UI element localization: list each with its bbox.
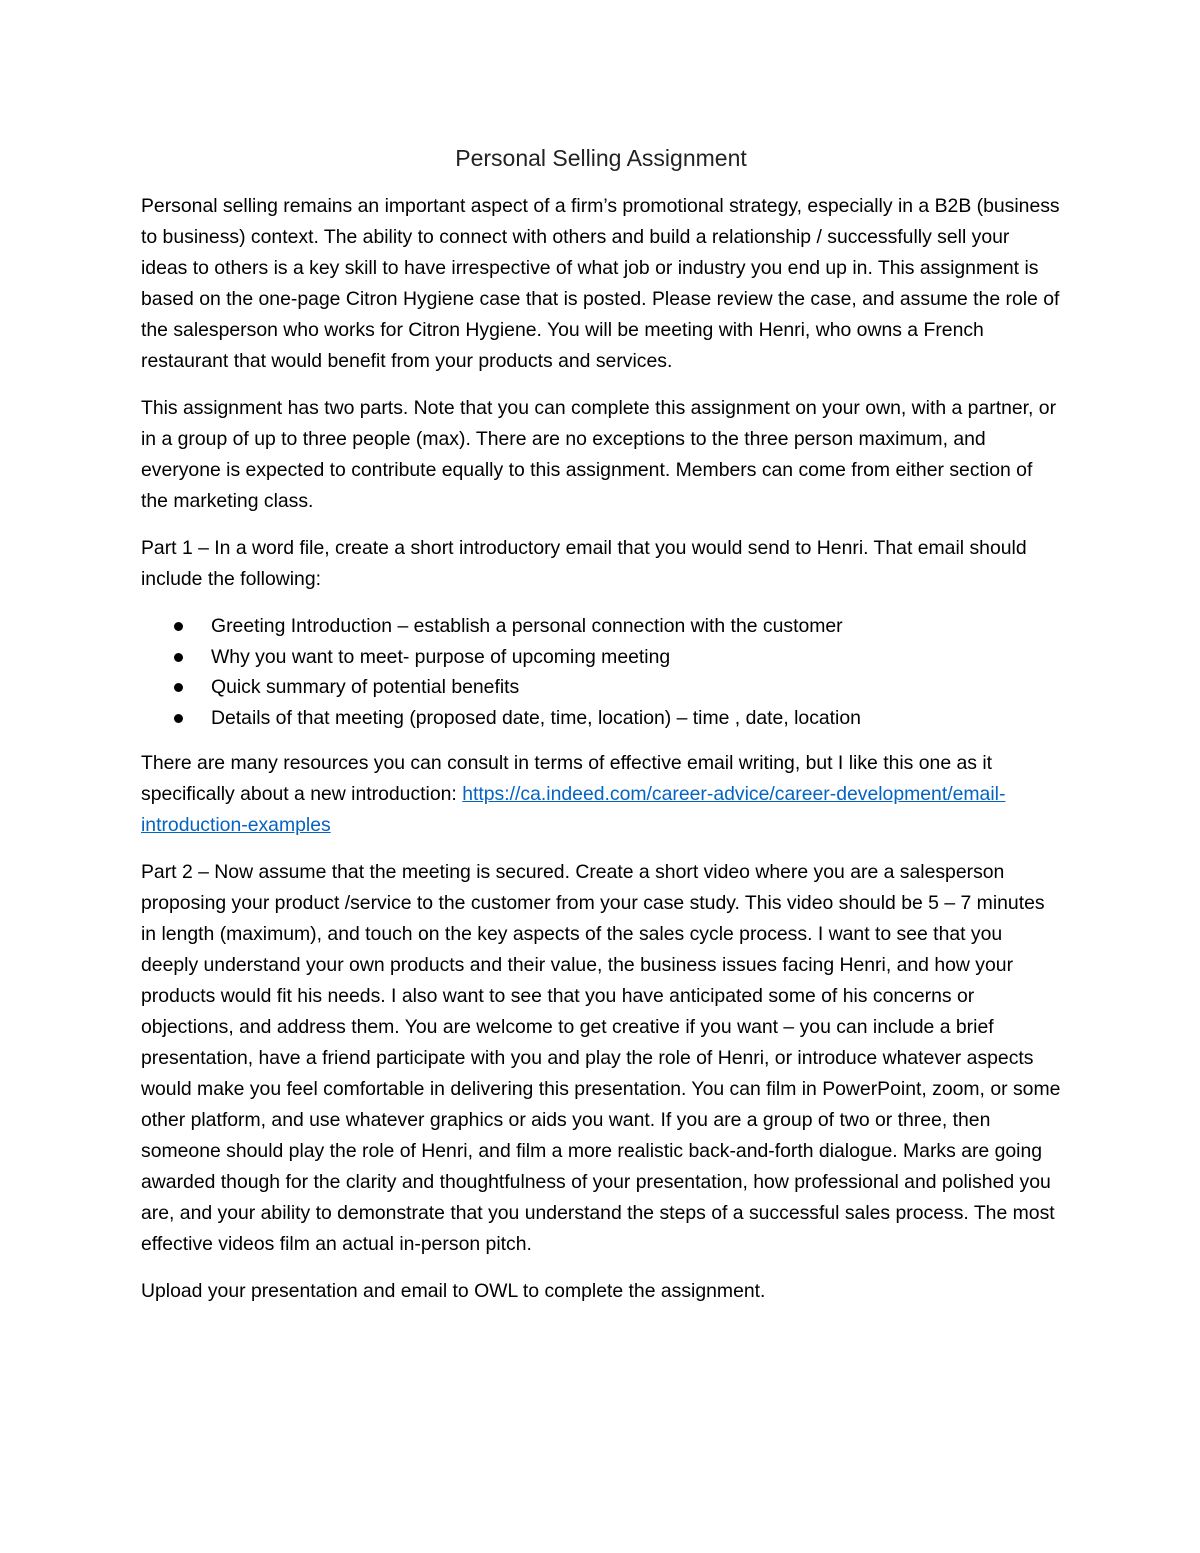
document-page: [141, 140, 1061, 1323]
list-item: [141, 703, 1061, 734]
part2-paragraph: Part 2 – Now assume that the meeting is secured. Create a short video where you are a salesperson proposing your product /service to the customer from your case study. This video should be 5 – 7 minutes in length (maximum), and touch on the key aspects of the sales cycle process. I want to see that you deeply understand your own products and their value, the business issues facing Henri, and how your products would fit his needs. I also want to see that you have anticipated some of his concerns or objections, and address them. You are welcome to get creative if you want – you can include a brief presentation, have a friend participate with you and play the role of Henri, or introduce whatever aspects would make you feel comfortable in delivering this presentation. You can film in PowerPoint, zoom, or some other platform, and use whatever graphics or aids you want. If you are a group of two or three, then someone should play the role of Henri, and film a more realistic back-and-forth dialogue. Marks are going awarded though for the clarity and thoughtfulness of your presentation, how professional and polished you are, and your ability to demonstrate that you understand the steps of a successful sales process. The most effective videos film an actual in-person pitch.: [141, 861, 1061, 1255]
list-item-text: Greeting Introduction – establish a personal connection with the customer: [211, 615, 843, 637]
indeed-email-introduction-link[interactable]: https://ca.indeed.com/career-advice/career-development/email-introduction-examples: [141, 783, 1006, 836]
list-item-text: Quick summary of potential benefits: [211, 676, 520, 698]
resources-paragraph: [141, 748, 1061, 841]
bullet-icon: [174, 622, 183, 631]
list-item: [141, 672, 1061, 703]
bullet-icon: [174, 683, 183, 692]
document-title: Personal Selling Assignment: [455, 145, 747, 171]
resources-text: There are many resources you can consult in terms of effective email writing, but I like this one as it specifically about a new introduction:: [141, 752, 993, 805]
list-item-text: Details of that meeting (proposed date, time, location) – time , date, location: [211, 706, 861, 729]
list-item: [141, 611, 1061, 642]
upload-paragraph: Upload your presentation and email to OWL to complete the assignment.: [141, 1280, 766, 1302]
parts-note-paragraph: This assignment has two parts. Note that you can complete this assignment on your own, with a partner, or in a group of up to three people (max). There are no exceptions to the three person maximum, and everyone is expected to contribute equally to this assignment. Members can come from either section of the marketing class.: [141, 397, 1057, 512]
bullet-icon: [174, 714, 183, 723]
email-requirements-list: [141, 611, 1061, 733]
list-item-text: Why you want to meet- purpose of upcoming meeting: [211, 645, 671, 668]
list-item: [141, 642, 1061, 673]
part1-paragraph: Part 1 – In a word file, create a short introductory email that you would send to Henri. That email should include the following:: [141, 537, 1027, 590]
intro-paragraph: Personal selling remains an important aspect of a firm’s promotional strategy, especially in a B2B (business to business) context. The ability to connect with others and build a relationship / successfully sell your ideas to others is a key skill to have irrespective of what job or industry you end up in. This assignment is based on the one-page Citron Hygiene case that is posted. Please review the case, and assume the role of the salesperson who works for Citron Hygiene. You will be meeting with Henri, who owns a French restaurant that would benefit from your products and services.: [141, 195, 1060, 372]
bullet-icon: [174, 653, 183, 662]
